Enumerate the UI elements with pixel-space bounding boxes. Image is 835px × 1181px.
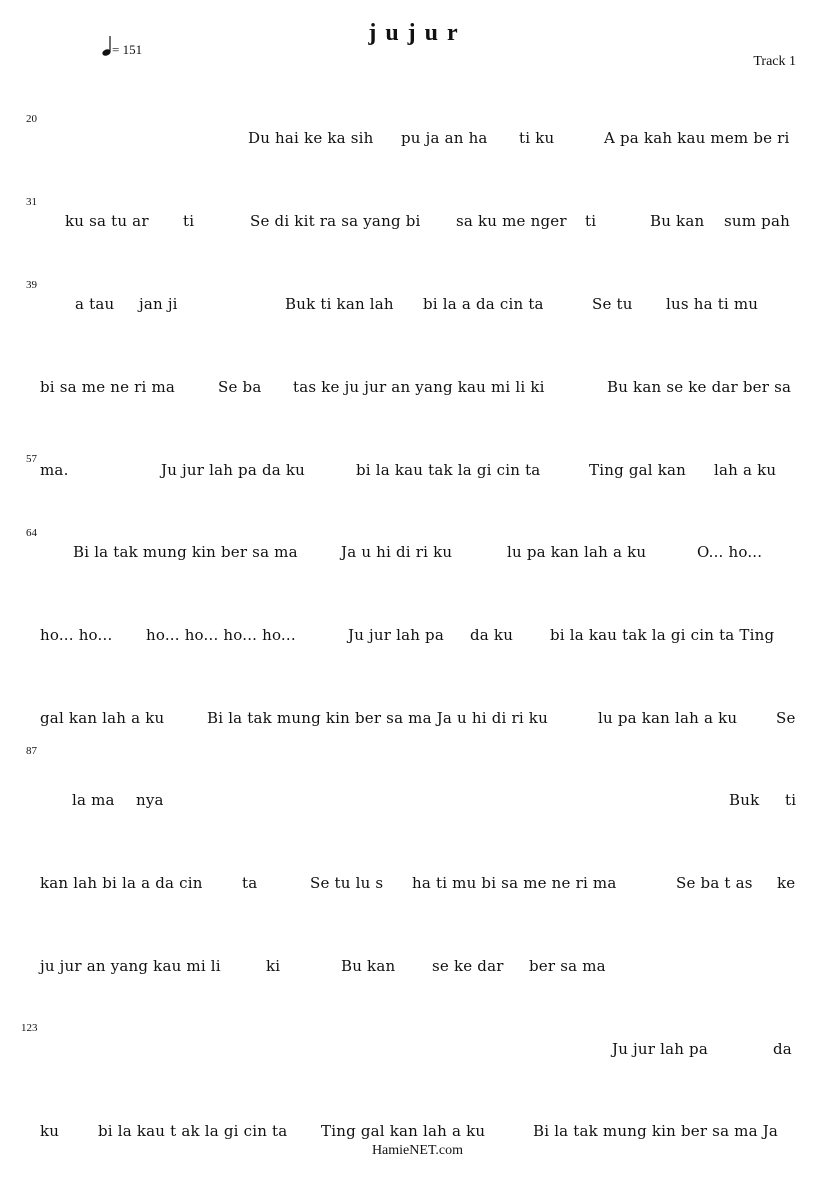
- lyric-system: [0, 442, 835, 502]
- lyric-syllables: Se di kit ra sa yang bi: [250, 212, 421, 230]
- lyric-syllables: Du hai ke ka sih: [248, 129, 374, 147]
- lyric-syllables: ku sa tu ar: [65, 212, 149, 230]
- lyric-syllables: pu ja an ha: [401, 129, 488, 147]
- lyric-syllables: Bi la tak mung kin ber sa ma Ja: [533, 1122, 779, 1140]
- lyric-syllables: ma.: [40, 461, 69, 479]
- lyric-syllables: O... ho...: [697, 543, 763, 561]
- lyric-syllables: da ku: [470, 626, 514, 644]
- lyric-syllables: Se ba: [218, 378, 262, 396]
- measure-number: 87: [26, 745, 37, 757]
- lyric-syllables: Bi la tak mung kin ber sa ma Ja u hi di ri ku: [207, 709, 548, 727]
- lyric-syllables: ti: [183, 212, 195, 230]
- lyric-syllables: Ting gal kan lah a ku: [321, 1122, 486, 1140]
- footer-credit: HamieNET.com: [371, 1143, 464, 1158]
- lyric-syllables: Se tu: [592, 295, 633, 313]
- lyric-syllables: Se ba t as: [676, 874, 753, 892]
- lyric-syllables: kan lah bi la a da cin: [40, 874, 203, 892]
- lyric-syllables: ber sa ma: [529, 957, 606, 975]
- lyric-syllables: ke: [777, 874, 796, 892]
- lyric-syllables: ku: [40, 1122, 60, 1140]
- lyric-syllables: bi la a da cin ta: [423, 295, 544, 313]
- lyric-system: [0, 855, 835, 915]
- lyric-syllables: Ju jur lah pa: [348, 626, 445, 644]
- lyric-syllables: bi la kau tak la gi cin ta Ting: [550, 626, 775, 644]
- lyric-system: [0, 524, 835, 584]
- lyric-syllables: ha ti mu bi sa me ne ri ma: [412, 874, 617, 892]
- lyric-syllables: Ja u hi di ri ku: [341, 543, 453, 561]
- lyric-system: [0, 690, 835, 750]
- track-label: Track 1: [753, 54, 796, 69]
- lyric-syllables: Ju jur lah pa da ku: [161, 461, 306, 479]
- lyric-syllables: ju jur an yang kau mi li: [40, 957, 221, 975]
- lyric-syllables: Se: [776, 709, 796, 727]
- lyric-system: [0, 745, 835, 832]
- lyric-syllables: ti ku: [519, 129, 555, 147]
- lyric-syllables: lus ha ti mu: [666, 295, 759, 313]
- song-title: jujur: [368, 20, 467, 46]
- lyric-syllables: ti: [785, 791, 797, 809]
- lyric-syllables: bi la kau t ak la gi cin ta: [98, 1122, 288, 1140]
- measure-number: 64: [26, 527, 37, 539]
- measure-number: 57: [26, 453, 37, 465]
- lyric-syllables: Ting gal kan: [589, 461, 687, 479]
- lyric-system: [0, 193, 835, 253]
- measure-number: 31: [26, 196, 37, 208]
- lyric-syllables: sa ku me nger: [456, 212, 567, 230]
- lyric-system: [0, 1021, 835, 1081]
- lyric-syllables: Bu kan se ke dar ber sa: [607, 378, 792, 396]
- lyric-syllables: nya: [136, 791, 164, 809]
- lyric-syllables: Bu kan: [650, 212, 705, 230]
- lyric-syllables: Se tu lu s: [310, 874, 384, 892]
- lyric-syllables: da: [773, 1040, 792, 1058]
- measure-number: 39: [26, 279, 37, 291]
- lyric-syllables: Buk: [729, 791, 760, 809]
- lyric-syllables: lu pa kan lah a ku: [507, 543, 647, 561]
- lyric-syllables: a tau: [75, 295, 115, 313]
- lyric-syllables: bi la kau tak la gi cin ta: [356, 461, 541, 479]
- lyric-system: [0, 276, 835, 336]
- lyric-syllables: se ke dar: [432, 957, 504, 975]
- lyric-syllables: gal kan lah a ku: [40, 709, 165, 727]
- lyric-syllables: A pa kah kau mem be ri: [604, 129, 790, 147]
- lyric-syllables: ti: [585, 212, 597, 230]
- lyric-syllables: ho... ho...: [40, 626, 113, 644]
- lyric-system: [0, 359, 835, 419]
- lyric-syllables: ki: [266, 957, 281, 975]
- lyric-syllables: ta: [242, 874, 258, 892]
- lyric-syllables: bi sa me ne ri ma: [40, 378, 176, 396]
- lyric-system: [0, 607, 835, 667]
- tempo-value: = 151: [112, 42, 143, 57]
- lyric-system: [0, 938, 835, 998]
- lyric-syllables: Ju jur lah pa: [612, 1040, 709, 1058]
- lyric-syllables: lah a ku: [714, 461, 777, 479]
- lyric-syllables: Buk ti kan lah: [285, 295, 394, 313]
- lyric-syllables: tas ke ju jur an yang kau mi li ki: [293, 378, 545, 396]
- measure-number: 20: [26, 113, 37, 125]
- lyric-syllables: Bu kan: [341, 957, 396, 975]
- lyric-syllables: la ma: [72, 791, 115, 809]
- lyric-syllables: jan ji: [139, 295, 178, 313]
- lyric-system: [0, 110, 835, 170]
- measure-number: 123: [21, 1022, 38, 1034]
- lyric-syllables: sum pah: [724, 212, 790, 230]
- lyric-syllables: lu pa kan lah a ku: [598, 709, 738, 727]
- lyric-syllables: Bi la tak mung kin ber sa ma: [73, 543, 298, 561]
- lyric-syllables: ho... ho... ho... ho...: [146, 626, 296, 644]
